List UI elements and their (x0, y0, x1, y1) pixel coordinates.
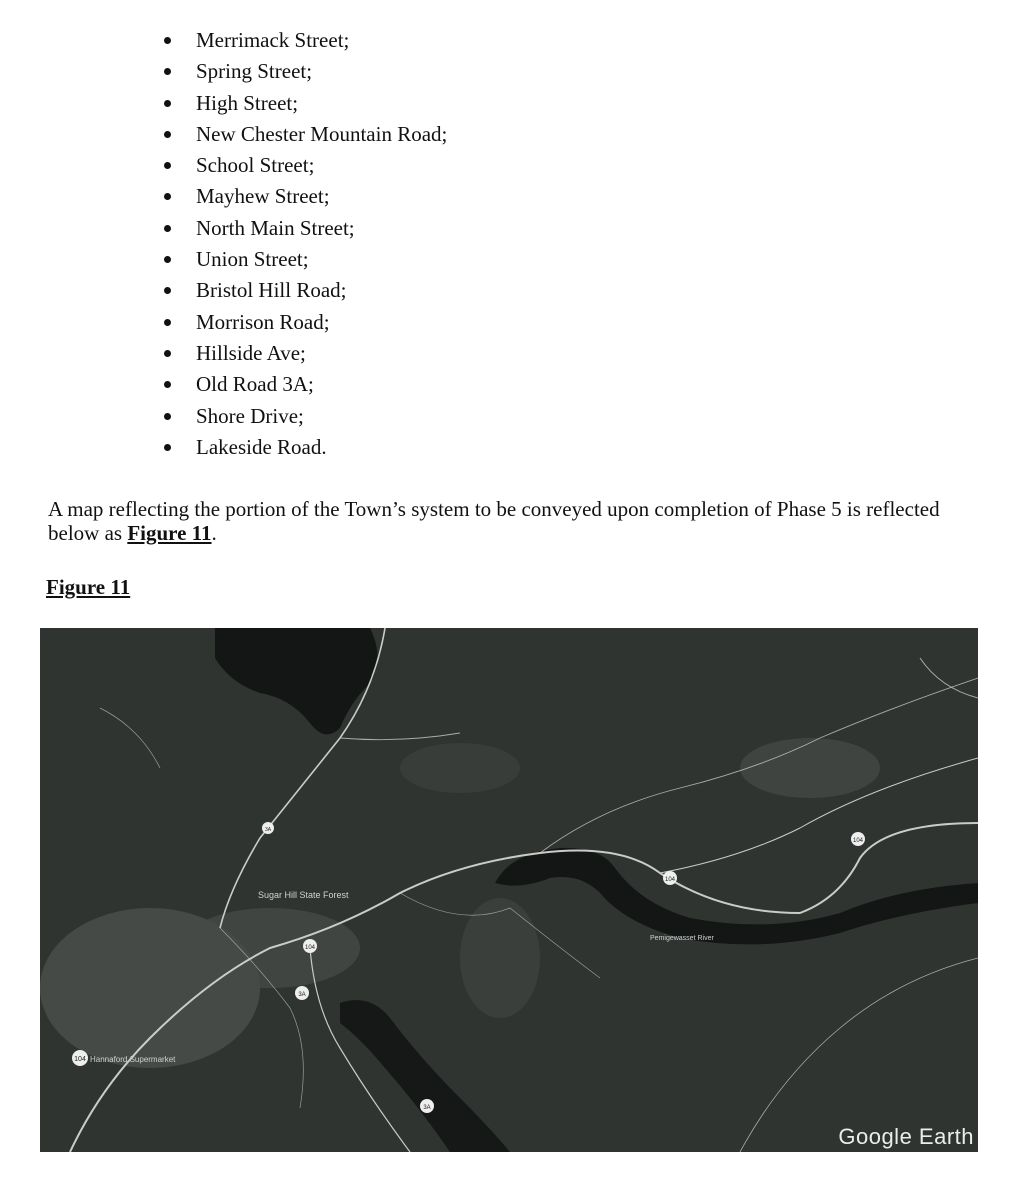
street-name: North Main Street; (196, 215, 355, 240)
figure-label: Figure 11 (46, 575, 131, 599)
supermarket-label: Hannaford Supermarket (90, 1055, 176, 1064)
bullet-icon (164, 350, 171, 357)
bullet-icon (164, 287, 171, 294)
list-item (160, 275, 447, 306)
street-name: Lakeside Road. (196, 434, 327, 459)
svg-text:3A: 3A (423, 1105, 431, 1111)
bullet-icon (164, 131, 171, 138)
street-name: Old Road 3A; (196, 372, 314, 397)
bullet-icon (164, 37, 171, 44)
street-name: Hillside Ave; (196, 340, 306, 365)
cleared-area (460, 898, 540, 1018)
list-item (160, 88, 447, 119)
bullet-icon (164, 444, 171, 451)
street-name: Bristol Hill Road; (196, 278, 347, 303)
list-item (160, 369, 447, 400)
route-shield (262, 822, 274, 834)
svg-text:3A: 3A (298, 992, 306, 998)
list-item (160, 338, 447, 369)
list-item (160, 244, 447, 275)
cleared-area (740, 738, 880, 798)
street-name: Morrison Road; (196, 309, 330, 334)
street-name: Spring Street; (196, 59, 313, 84)
street-name: Merrimack Street; (196, 28, 350, 52)
svg-text:104: 104 (664, 877, 676, 883)
street-list (160, 25, 447, 463)
list-item (160, 56, 447, 87)
list-item (160, 213, 447, 244)
street-name: School Street; (196, 153, 315, 178)
bullet-icon (164, 225, 171, 232)
map-attribution: Google Earth (838, 1124, 974, 1149)
svg-text:104: 104 (852, 838, 864, 844)
list-item (160, 150, 447, 181)
svg-text:104: 104 (304, 945, 316, 951)
street-name: Mayhew Street; (196, 184, 330, 209)
list-item (160, 181, 447, 212)
route-shield (72, 1050, 88, 1066)
list-item (160, 432, 447, 463)
list-item (160, 307, 447, 338)
figure-reference: Figure 11 (127, 521, 212, 545)
map-graphic (40, 628, 978, 1152)
route-shield (295, 986, 309, 1000)
paragraph-end: . (211, 521, 217, 545)
route-shield (663, 871, 677, 885)
bullet-icon (164, 256, 171, 263)
street-name: High Street; (196, 90, 299, 115)
street-name: Shore Drive; (196, 403, 304, 428)
state-forest-label: Sugar Hill State Forest (258, 890, 349, 900)
list-item (160, 119, 447, 150)
route-shield (851, 832, 865, 846)
route-shield (303, 939, 317, 953)
svg-text:104: 104 (74, 1056, 86, 1063)
bullet-icon (164, 100, 171, 107)
figure-intro-paragraph (48, 497, 988, 545)
bullet-icon (164, 193, 171, 200)
bullet-icon (164, 68, 171, 75)
list-item (160, 25, 447, 56)
svg-text:3A: 3A (264, 827, 272, 833)
river-label: Pemigewasset River (650, 935, 714, 942)
paragraph-text: A map reflecting the portion of the Town’s system to be conveyed upon completion of Phase 5 is reflected below as (48, 497, 940, 545)
bullet-icon (164, 319, 171, 326)
list-item (160, 401, 447, 432)
satellite-map (40, 628, 978, 1152)
street-name: New Chester Mountain Road; (196, 121, 448, 146)
bullet-icon (164, 381, 171, 388)
cleared-area (400, 743, 520, 793)
bullet-icon (164, 413, 171, 420)
bullet-icon (164, 162, 171, 169)
route-shield (420, 1099, 434, 1113)
street-name: Union Street; (196, 247, 309, 272)
